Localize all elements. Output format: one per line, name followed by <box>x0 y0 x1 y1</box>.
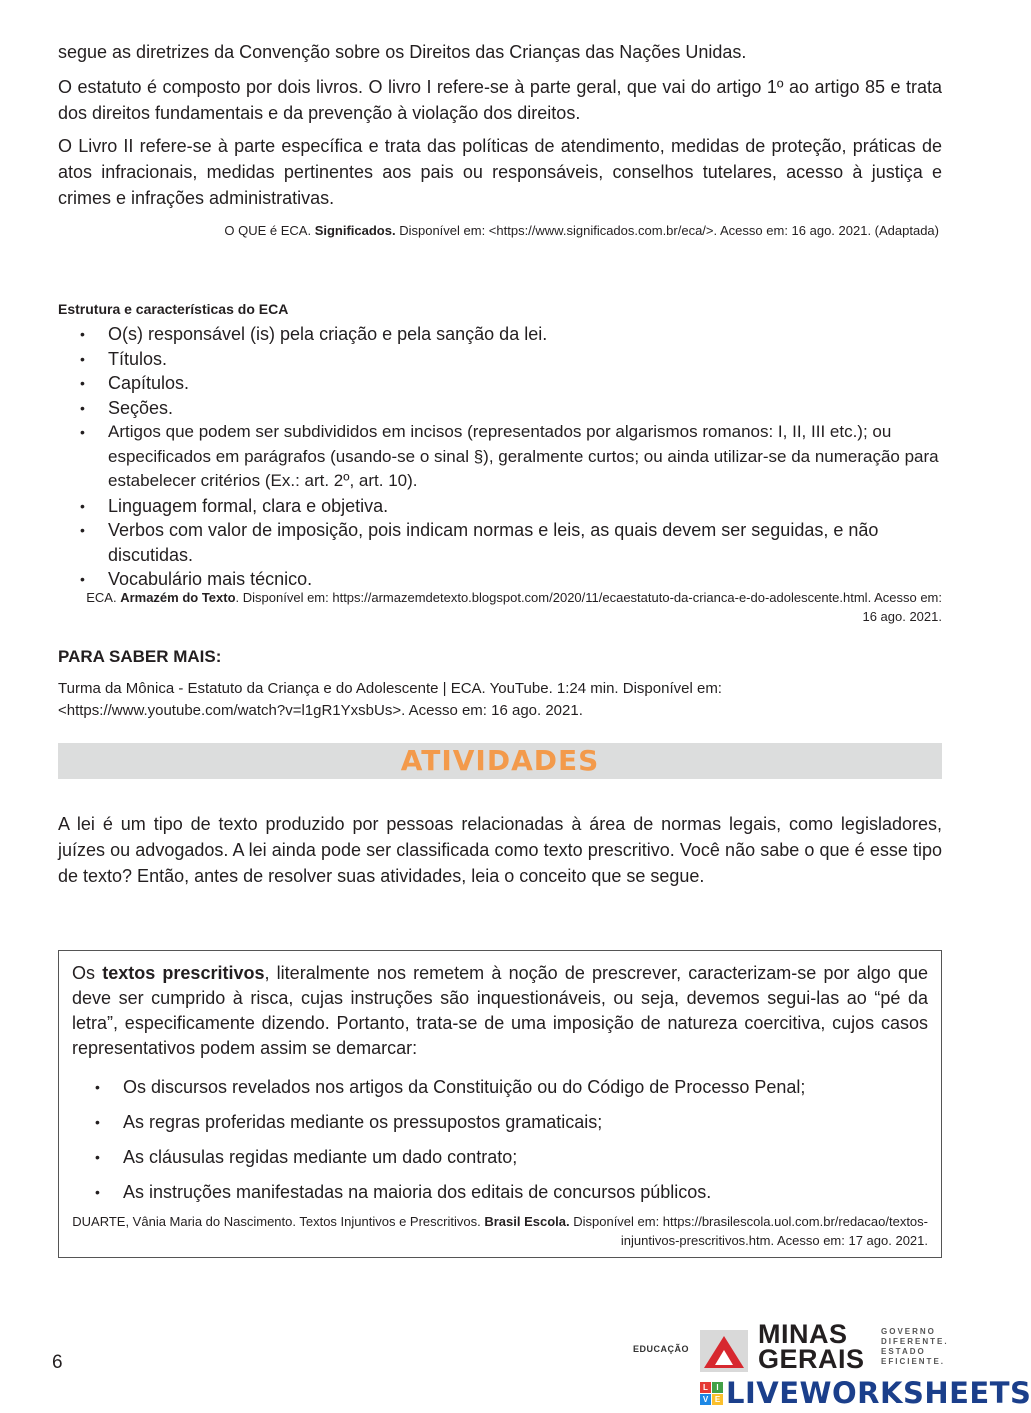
para-saber-mais-text: Turma da Mônica - Estatuto da Criança e do Adolescente | ECA. YouTube. 1:24 min. Disponível em: <https://www.youtube.com/watch?v=l1gR1YxsbUs>. Acesso em: 16 ago. 2021. <box>58 680 722 719</box>
liveworksheets-badge-icon: L I V E <box>700 1382 723 1405</box>
list-item: • Capítulos. <box>80 373 190 393</box>
minas-gerais-brand: MINAS GERAIS <box>758 1319 865 1374</box>
intro-line: segue as diretrizes da Convenção sobre os Direitos das Crianças das Nações Unidas. <box>58 42 747 62</box>
list-item: • O(s) responsável (is) pela criação e pela sanção da lei. <box>80 324 548 344</box>
list-item: • As regras proferidas mediante os pressupostos gramaticais; <box>95 1112 603 1132</box>
page-number: 6 <box>52 1352 63 1373</box>
minas-gerais-logo-icon <box>700 1330 748 1372</box>
list-item: • Vocabulário mais técnico. <box>80 569 313 589</box>
list-item: • Artigos que podem ser subdivididos em incisos (representados por algarismos romanos: I, II, III etc.); ou especificados em parágrafos (usando-se o sinal §), geralmente curtos; ou ainda utilizar-se da numeração para estabelecer critérios (Ex.: art. 2º, art. 10). <box>80 422 939 490</box>
list-item: • As cláusulas regidas mediante um dado contrato; <box>95 1147 518 1167</box>
list-item: • As instruções manifestadas na maioria dos editais de concursos públicos. <box>95 1182 712 1202</box>
atividades-text: A lei é um tipo de texto produzido por pessoas relacionadas à área de normas legais, como legisladores, juízes ou advogados. A lei ainda pode ser classificada como texto prescritivo. Você não sabe o que é esse tipo de texto? Então, antes de resolver suas atividades, leia o conceito que se segue. <box>58 814 942 886</box>
box-list <box>93 1070 923 1210</box>
box-intro: Os textos prescritivos, literalmente nos remetem à noção de prescrever, caracterizam-se por algo que deve ser cumprido à risca, cujas instruções são inquestionáveis, ou seja, devemos segui-las ao “pé da letra”, especificamente dizendo. Portanto, trata-se de uma imposição de natureza coercitiva, cujos casos representativos podem assim se demarcar: <box>72 963 928 1058</box>
government-slogan: GOVERNO DIFERENTE. ESTADO EFICIENTE. <box>881 1327 949 1366</box>
list-item: • Os discursos revelados nos artigos da Constituição ou do Código de Processo Penal; <box>95 1077 806 1097</box>
list-item: • Linguagem formal, clara e objetiva. <box>80 495 389 516</box>
liveworksheets-text: LIVEWORKSHEETS <box>726 1376 1031 1410</box>
atividades-title: ATIVIDADES <box>400 744 600 777</box>
intro-paragraph-2: O estatuto é composto por dois livros. O livro I refere-se à parte geral, que vai do artigo 1º ao artigo 85 e trata dos direitos fundamentais e da prevenção à violação dos direitos. <box>58 77 942 123</box>
box-source: DUARTE, Vânia Maria do Nascimento. Textos Injuntivos e Prescritivos. Brasil Escola. Disponível em: https://brasilescola.uol.com.br/redacao/textos-injuntivos-prescritivos.htm. Acesso em: 17 ago. 2021. <box>72 1214 928 1248</box>
list-item: • Verbos com valor de imposição, pois indicam normas e leis, as quais devem ser seguidas, e não discutidas. <box>80 520 879 565</box>
intro-source: O QUE é ECA. Significados. Disponível em: <https://www.significados.com.br/eca/>. Acesso em: 16 ago. 2021. (Adaptada) <box>224 223 939 238</box>
prescriptive-text-box <box>58 950 942 1258</box>
list-item: • Seções. <box>80 397 174 418</box>
atividades-banner <box>58 743 942 779</box>
education-label: EDUCAÇÃO <box>633 1344 690 1354</box>
structure-list <box>78 322 944 592</box>
list-item: • Títulos. <box>80 348 168 369</box>
para-saber-mais-title: PARA SABER MAIS: <box>58 647 222 666</box>
liveworksheets-watermark <box>700 1378 1031 1408</box>
structure-title: Estrutura e características do ECA <box>58 301 289 317</box>
structure-source: ECA. Armazém do Texto. Disponível em: https://armazemdetexto.blogspot.com/2020/11/ecaestatuto-da-crianca-e-do-adolescente.html. Acesso em: 16 ago. 2021. <box>86 590 942 624</box>
intro-paragraph-3: O Livro II refere-se à parte específica e trata das políticas de atendimento, medidas de proteção, práticas de atos infracionais, medidas pertinentes aos pais ou responsáveis, conselhos tutelares, acesso à justiça e crimes e infrações administrativas. <box>58 136 942 208</box>
